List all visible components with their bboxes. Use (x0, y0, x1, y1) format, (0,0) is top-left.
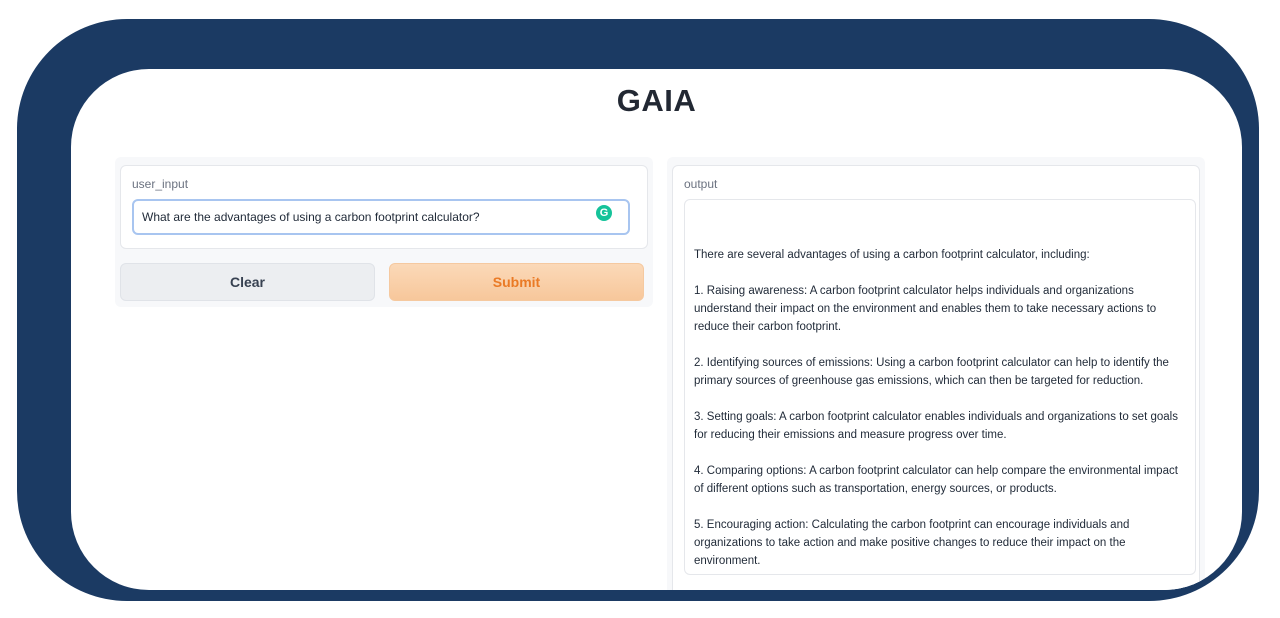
output-paragraph: 4. Comparing options: A carbon footprint calculator can help compare the environmental impact of different options such as transportation, energy sources, or products. (694, 465, 1178, 495)
output-paragraph: 3. Setting goals: A carbon footprint calculator enables individuals and organizations to set goals for reducing their emissions and measure progress over time. (694, 411, 1178, 441)
user-input-field[interactable] (132, 199, 630, 235)
output-textbox[interactable] (684, 199, 1196, 575)
clear-button[interactable]: Clear (120, 263, 375, 301)
output-panel (667, 157, 1205, 590)
output-text (694, 246, 1184, 575)
output-paragraph: 2. Identifying sources of emissions: Using a carbon footprint calculator can help to identify the primary sources of greenhouse gas emissions, which can then be targeted for reduction. (694, 357, 1169, 387)
output-paragraph: There are several advantages of using a carbon footprint calculator, including: (694, 249, 1090, 261)
output-block (672, 165, 1200, 590)
user-input-block (120, 165, 648, 249)
app-title: GAIA (616, 83, 697, 118)
output-paragraph: 5. Encouraging action: Calculating the carbon footprint can encourage individuals and organizations to take action and make positive changes to reduce their impact on the environment. (694, 519, 1130, 567)
grammarly-icon[interactable]: G (596, 205, 612, 221)
user-input-label: user_input (132, 177, 189, 191)
device-frame (17, 19, 1259, 601)
output-label: output (684, 177, 718, 191)
input-panel (115, 157, 653, 307)
submit-button[interactable]: Submit (389, 263, 644, 301)
user-input-value: What are the advantages of using a carbon footprint calculator? (142, 210, 480, 224)
app-screen (71, 69, 1242, 590)
output-paragraph: 1. Raising awareness: A carbon footprint calculator helps individuals and organizations understand their impact on the environment and enables them to take necessary actions to reduce their carbon footprint. (694, 285, 1157, 333)
